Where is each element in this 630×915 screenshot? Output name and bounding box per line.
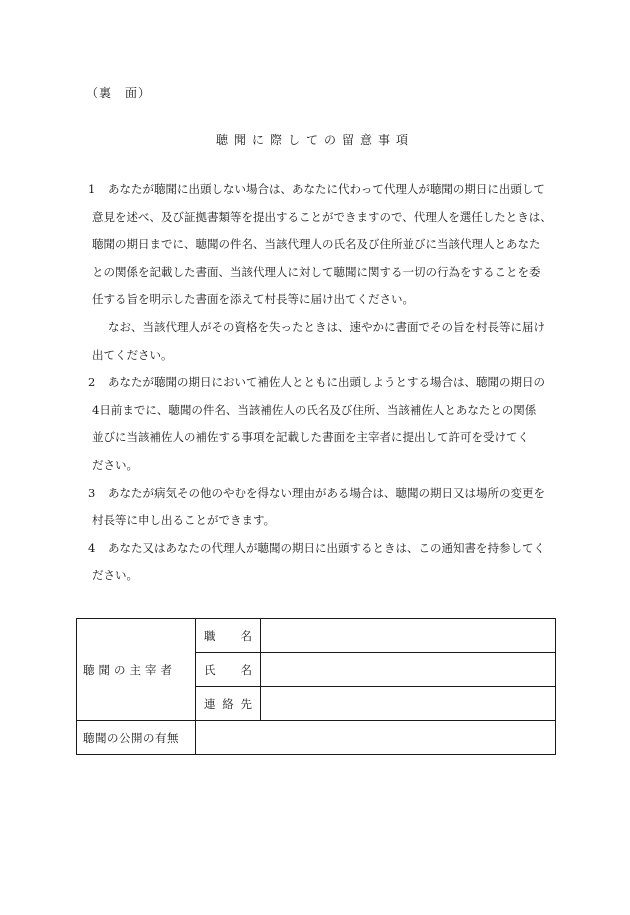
name-label (202, 662, 254, 678)
note-item-1 (88, 176, 558, 369)
note-number: 2 (88, 375, 96, 390)
label-char: 名 (240, 662, 252, 677)
note-item-4 (88, 535, 558, 590)
label-char: 氏 (204, 662, 216, 677)
label-char: 名 (240, 628, 252, 643)
note-number: 3 (88, 485, 96, 500)
note-line: 4日前までに、聴聞の件名、当該補佐人の氏名及び住所、当該補佐人とあなたとの関係 (92, 402, 537, 417)
contact-value[interactable] (261, 687, 556, 721)
public-label: 聴聞の公開の有無 (77, 721, 196, 755)
note-line: あなたが聴聞に出頭しない場合は、あなたに代わって代理人が聴聞の期日に出頭して (108, 182, 545, 196)
note-item-2 (88, 369, 558, 479)
name-label-cell (196, 653, 261, 687)
note-line: あなたが聴聞の期日において補佐人とともに出頭しようとする場合は、聴聞の期日の (108, 375, 545, 390)
notes-body (88, 176, 558, 590)
note-line: 意見を述べ、及び証拠書類等を提出することができますので、代理人を選任したときは、 (92, 209, 552, 224)
label-char: 職 (204, 628, 216, 643)
note-line: 出てください。 (92, 347, 173, 362)
presider-label: 聴聞の主宰者 (77, 619, 196, 721)
hearing-info-table (76, 618, 556, 755)
label-char: 先 (240, 696, 252, 711)
position-label (202, 628, 254, 644)
note-line: なお、当該代理人がその資格を失ったときは、速やかに書面でその旨を村長等に届け (108, 319, 545, 334)
table-row (77, 619, 556, 653)
note-item-3 (88, 480, 558, 535)
side-label: （裏 面） (86, 86, 152, 100)
note-number: 1 (88, 182, 96, 196)
name-value[interactable] (261, 653, 556, 687)
note-line: 村長等に申し出ることができます。 (92, 513, 276, 528)
label-char: 連 (204, 696, 216, 711)
position-value[interactable] (261, 619, 556, 653)
note-number: 4 (88, 540, 96, 555)
note-line: 任する旨を明示した書面を添えて村長等に届け出てください。 (92, 292, 414, 307)
note-line: あなた又はあなたの代理人が聴聞の期日に出頭するときは、この通知書を持参してく (108, 540, 545, 555)
note-line: 並びに当該補佐人の補佐する事項を記載した書面を主宰者に提出して許可を受けてく (92, 430, 529, 445)
note-line: ださい。 (92, 457, 138, 472)
note-line: 聴聞の期日までに、聴聞の件名、当該代理人の氏名及び住所並びに当該代理人とあなた (92, 237, 541, 252)
note-line: ださい。 (92, 568, 138, 583)
note-line: あなたが病気その他のやむを得ない理由がある場合は、聴聞の期日又は場所の変更を (108, 485, 545, 500)
label-char: 絡 (222, 696, 234, 711)
note-line: との関係を記載した書面、当該代理人に対して聴聞に関する一切の行為をすることを委 (92, 264, 541, 279)
public-value[interactable] (196, 721, 556, 755)
contact-label (202, 696, 254, 712)
document-title: 聴聞に際しての留意事項 (215, 133, 414, 147)
position-label-cell (196, 619, 261, 653)
table-row (77, 721, 556, 755)
contact-label-cell (196, 687, 261, 721)
